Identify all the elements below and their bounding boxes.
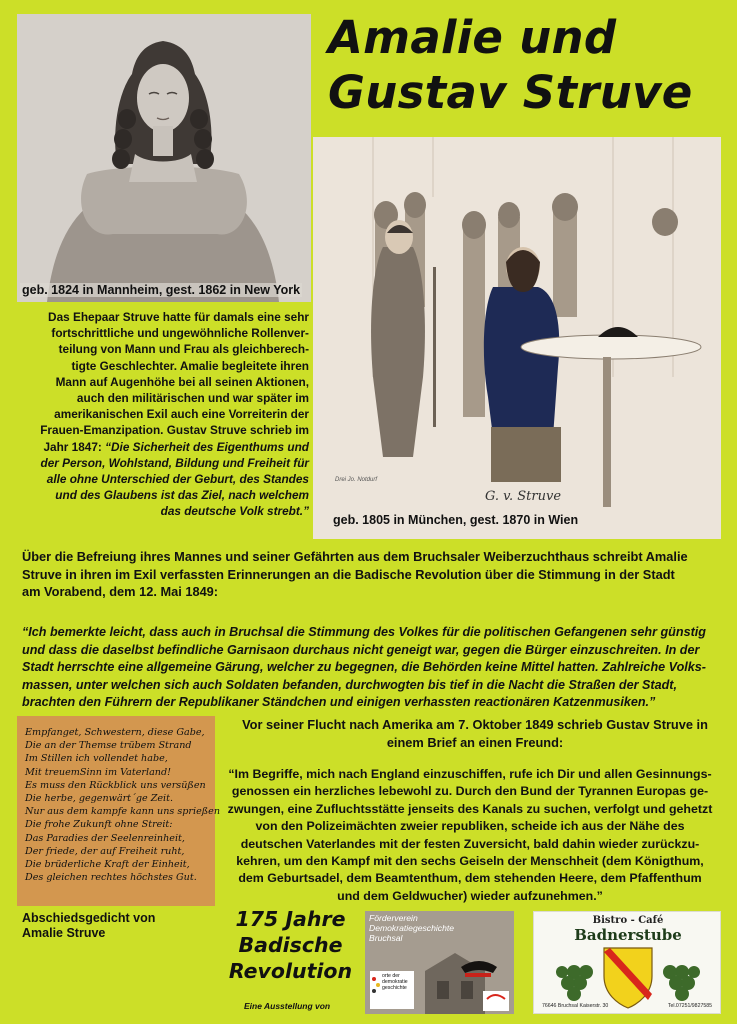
- amalie-quote: [22, 624, 727, 712]
- intro-paragraph: [18, 309, 309, 520]
- intro-line: tigte Geschlechter. Amalie begleitete ihren: [71, 358, 309, 373]
- poem-line: Es muss den Rückblick uns versüßen: [25, 779, 206, 791]
- baden-crest-grapes-icon: [534, 942, 721, 1012]
- poem-line: Die frohe Zukunft ohne Streit:: [25, 819, 173, 831]
- demokratie-badge: [370, 971, 414, 1009]
- poem-line: Die brüderliche Kraft der Einheit,: [25, 859, 190, 871]
- title-line-2: Gustav Struve: [328, 66, 693, 119]
- amalie-portrait: [17, 14, 311, 302]
- poem-line: Empfanget, Schwestern, diese Gabe,: [25, 727, 205, 738]
- verein-name: Förderverein Demokratiegeschichte Bruchsal: [369, 913, 455, 943]
- quote2-line: von den Polizeimächten zweier republiken, scheide ich aus der Nähe des: [255, 819, 685, 834]
- poem-line: Das Paradies der Seelenreinheit,: [25, 832, 185, 844]
- intro-quote-line: [18, 487, 309, 503]
- quote2-line: dem Geburtsadel, dem Beamtenthum, dem stehenden Heere, dem Pfaffenthum: [238, 871, 702, 886]
- quote1-line: und dass die daselbst befindliche Garnisaon durchaus nicht geneigt war, gegen die Bürger einzuschreiten. In der: [22, 642, 700, 657]
- intro-line: Frauen-Emanzipation. Gustav Struve schrieb im: [40, 423, 309, 438]
- para1-line: Struve in ihren im Exil verfassten Erinnerungen an die Badische Revolution über die Stimmung in der Stadt: [22, 566, 675, 582]
- intro-quote-line: [18, 503, 309, 519]
- intro-quote-text: der Person, Wohlstand, Bildung und Freiheit für: [40, 455, 309, 470]
- bistro-subtitle: Bistro - Café: [592, 915, 664, 926]
- anniversary-line: 175 Jahre: [235, 907, 346, 931]
- bistro-badnerstube-logo: [533, 911, 721, 1014]
- poem-line: Der friede, der auf Freiheit ruht,: [25, 845, 185, 857]
- quote2-line: und dem Geldwucher) wieder aufzunehmen.”: [337, 888, 603, 903]
- quote2-line: “Im Begriffe, mich nach England einzuschiffen, rufe ich Dir und allen Gesinnungs-: [228, 767, 712, 781]
- quote2-line: zwungen, eine Zufluchtsstätte jenseits des Kanals zu suchen, verfolgt und gehetzt: [227, 801, 713, 816]
- quote1-line: Stadt herrschte eine allgemeine Gärung, welcher zu begegnen, die Behörden keine Mittel hatten. Zahlreiche Volks-: [22, 660, 706, 675]
- intro-quote-line: “Die Sicherheit des Eigenthums und: [105, 439, 309, 454]
- quote1-line: brachten den Führern der Republikaner Ständchen und einigen verhassten reactionären Katzenmusiken.”: [22, 695, 656, 710]
- para1-line: am Vorabend, dem 12. Mai 1849:: [22, 584, 219, 599]
- page-title: [328, 10, 728, 120]
- intro-line: Das Ehepaar Struve hatte für damals eine sehr: [48, 310, 309, 324]
- intro-line: auch den militärischen und war später im: [76, 391, 309, 406]
- title-line-1: Amalie und: [328, 11, 617, 64]
- illustration-signature: G. v. Struve: [485, 489, 562, 504]
- gustav-letter-quote: [214, 766, 726, 905]
- quote2-line: kehren, um den Kampf mit den sechs Geiseln der Menschheit (dem Königthum,: [236, 854, 704, 869]
- foerderverein-logo: [365, 911, 514, 1014]
- quote2-line: genossen ein herzliches lebewohl zu. Durch den Bund der Tyrannen Europas ge-: [231, 784, 709, 799]
- para2-line: einem Brief an einen Freund:: [386, 734, 564, 750]
- poem-line: Im Stillen ich vollendet habe,: [25, 753, 168, 765]
- quote1-line: massen, unter welchen sich auch Soldaten befanden, durchwogten bis tief in die Nacht die Straßen der Stadt,: [22, 677, 677, 692]
- badge-line: demokratie: [382, 979, 408, 985]
- anniversary-heading: [218, 906, 363, 984]
- anniversary-line: Revolution: [228, 959, 353, 983]
- bistro-name: Badnerstube: [574, 926, 682, 944]
- poem-line: Die herbe, gegenwärt´ge Zeit.: [25, 793, 174, 805]
- bistro-address: 76646 Bruchsal Kaiserstr. 30: [542, 1003, 609, 1009]
- badge-line: geschichte: [382, 985, 407, 991]
- intro-line: amerikanischen Exil auch eine Vorreiterin der: [54, 407, 309, 422]
- quote2-line: deutschen Vaterlandes mit der festen Zuversicht, bald dahin wieder zurückzu-: [240, 836, 700, 851]
- portrait-caption: geb. 1824 in Mannheim, gest. 1862 in New York: [22, 283, 301, 297]
- intro-quote-line: [18, 455, 309, 471]
- poem-line: Nur aus dem kampfe kann uns sprießen: [25, 806, 221, 818]
- badge-line: orte der: [382, 973, 400, 979]
- intro-line: fortschrittliche und ungewöhnliche Rollenver-: [51, 326, 309, 341]
- struve-illustration: [313, 137, 721, 539]
- intro-quote-text: und des Glaubens ist das Ziel, nach welchem: [55, 488, 309, 503]
- farewell-poem: [25, 726, 221, 884]
- poem-box: [17, 716, 221, 906]
- poem-caption-line: Amalie Struve: [22, 926, 106, 940]
- amalie-portrait-drawing: [17, 14, 311, 302]
- badge-dots-icon: [371, 975, 381, 995]
- bistro-phone: Tel.07251/9827585: [667, 1003, 712, 1009]
- illustration-artist: Drei Jo. Notdurf: [335, 477, 378, 483]
- exhibition-credit: Eine Ausstellung von: [244, 1001, 331, 1011]
- poem-line: Die an der Themse trübem Strand: [25, 740, 192, 752]
- intro-line: teilung von Mann und Frau als gleichberech-: [58, 342, 309, 357]
- intro-year-prefix: Jahr 1847:: [43, 439, 106, 454]
- para1-line: Über die Befreiung ihres Mannes und seiner Gefährten aus dem Bruchsaler Weiberzuchthaus schreibt Amalie: [22, 549, 688, 564]
- flucht-paragraph: [225, 716, 725, 751]
- intro-quote-line: [18, 471, 309, 487]
- poem-caption-line: Abschiedsgedicht von: [22, 911, 156, 925]
- befreiung-paragraph: [22, 548, 722, 601]
- poem-caption: [22, 911, 155, 941]
- intro-quote-text: alle ohne Unterschied der Geburt, des Standes: [46, 472, 309, 487]
- intro-line: Mann auf Augenhöhe bei all seinen Aktionen,: [55, 374, 309, 389]
- para2-line: Vor seiner Flucht nach Amerika am 7. Oktober 1849 schrieb Gustav Struve in: [242, 717, 708, 732]
- poem-line: Mit treuemSinn im Vaterland!: [25, 766, 171, 778]
- intro-quote-text: das deutsche Volk strebt.”: [160, 504, 309, 519]
- illustration-caption: geb. 1805 in München, gest. 1870 in Wien: [333, 513, 579, 527]
- poem-line: Des gleichen rechtes höchstes Gut.: [25, 872, 197, 884]
- quote1-line: “Ich bemerkte leicht, dass auch in Bruchsal die Stimmung des Volkes für die politischen Gefangenen sehr günstig: [22, 625, 706, 639]
- anniversary-line: Badische: [238, 933, 343, 957]
- intro-line: [18, 439, 309, 455]
